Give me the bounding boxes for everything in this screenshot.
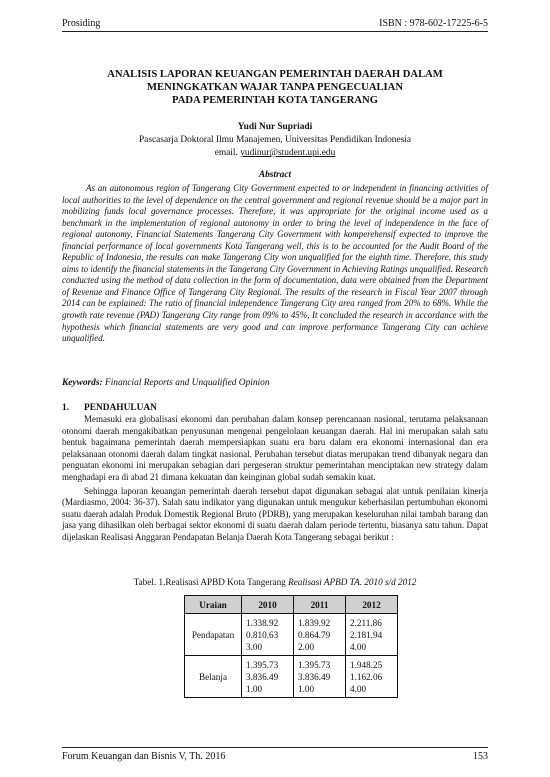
cell-pendapatan-2012: [346, 614, 398, 656]
paper-title: [62, 68, 488, 107]
cell-line: 0.810.63: [246, 630, 279, 640]
section-body: [62, 414, 488, 546]
keywords-text: Financial Reports and Unqualified Opinion: [104, 378, 270, 388]
table-header-row: [185, 596, 398, 614]
footer-divider: [62, 747, 488, 748]
author-name: Yudi Nur Supriadi: [237, 122, 313, 132]
table-caption-prefix: Tabel. 1.Realisasi APBD Kota Tangerang: [133, 577, 286, 587]
header-year-2012: 2012: [346, 596, 398, 614]
abstract-heading: Abstract: [258, 170, 292, 180]
cell-line: 0.864.79: [298, 630, 331, 640]
row-label-belanja: Belanja: [185, 656, 242, 698]
section-heading: [62, 403, 157, 413]
author-block: [62, 121, 488, 160]
cell-line: 2.181.94: [350, 630, 383, 640]
header-isbn: ISBN : 978-602-17225-6-5: [379, 18, 488, 29]
cell-line: 1.839.92: [298, 618, 331, 628]
cell-pendapatan-2011: [294, 614, 346, 656]
row-label-pendapatan: Pendapatan: [185, 614, 242, 656]
cell-line: 1.395.73: [246, 660, 279, 670]
header-uraian: Uraian: [185, 596, 242, 614]
cell-belanja-2010: [242, 656, 294, 698]
cell-line: 1.00: [246, 684, 263, 694]
title-line-2: MENINGKATKAN WAJAR TANPA PENGECUALIAN: [147, 82, 403, 93]
table-row-belanja: [185, 656, 398, 698]
keywords-label: Keywords:: [62, 378, 103, 388]
cell-line: 2.00: [298, 642, 315, 652]
keywords-line: [62, 378, 488, 388]
paragraph-1: Memasuki era globalisasi ekonomi dan perubahan dalam konsep perencanaan nasional, terutama pelaksanaan otonomi daerah mengakibatkan penyusunan mengenai pengelolaan keuangan daerah. Hal ini merupakan salah satu bentuk bagaimana pemerintah daerah mempersiapkan suatu era baru dalam era ekonomi internasional dan era pelaksanaan otonomi daerah dalam tingkat nasional. Perubahan tersebut diatas merupakan trend dibanyak negara dan penguatan ekonomi ini merupakan sebagian dari pergeseran struktur pemerintahan menciptakan new strategy dalam menghadapi era di abad 21 dimana kekuatan dan keinginan global sudah semakin kuat.: [62, 414, 488, 482]
cell-line: 3.836.49: [298, 672, 331, 682]
cell-belanja-2011: [294, 656, 346, 698]
table-caption-italic: Realisasi APBD TA. 2010 s/d 2012: [288, 577, 417, 587]
apbd-table: [184, 595, 398, 698]
section-number: 1.: [62, 403, 70, 413]
header-year-2010: 2010: [242, 596, 294, 614]
table-caption: [62, 577, 488, 587]
cell-line: 1.00: [298, 684, 315, 694]
abstract-body: [62, 183, 488, 345]
cell-line: 2.211.86: [350, 618, 382, 628]
author-email-link[interactable]: yudinur@student.upi.edu: [240, 148, 336, 158]
table-row-pendapatan: [185, 614, 398, 656]
cell-line: 1.948.25: [350, 660, 383, 670]
header-divider: [62, 31, 488, 32]
cell-line: 1.395.73: [298, 660, 331, 670]
author-email-label: email.: [214, 148, 238, 158]
cell-belanja-2012: [346, 656, 398, 698]
cell-line: 3.00: [246, 642, 263, 652]
cell-line: 4.00: [350, 642, 367, 652]
author-affiliation: Pascasarja Doktoral Ilmu Manajemen, Universitas Pendidikan Indonesia: [138, 135, 412, 145]
footer-journal-name: Forum Keuangan dan Bisnis V, Th. 2016: [62, 751, 226, 762]
author-email-line: [62, 147, 488, 160]
cell-line: 1.338.92: [246, 618, 279, 628]
header-year-2011: 2011: [294, 596, 346, 614]
section-title: PENDAHULUAN: [84, 403, 157, 413]
header-proceedings-label: Prosiding: [62, 18, 101, 29]
footer-page-number: 153: [473, 751, 488, 762]
cell-pendapatan-2010: [242, 614, 294, 656]
cell-line: 1.162.06: [350, 672, 383, 682]
cell-line: 3.836.49: [246, 672, 279, 682]
title-line-1: ANALISIS LAPORAN KEUANGAN PEMERINTAH DAERAH DALAM: [107, 69, 443, 80]
cell-line: 4.00: [350, 684, 367, 694]
paragraph-2: Sehingga laporan keuangan pemerintah daerah tersebut dapat digunakan sebagai alat untuk penilaian kinerja (Mardiasmo, 2004: 36-37). Salah satu indikator yang digunakan untuk mengukur keberhasilan pertumbuhan ekonomi suatu daerah adalah Produk Domestik Regional Bruto (PDRB), yang merupakan keseluruhan nilai tambah barang dan jasa yang dihasilkan oleh berbagai sektor ekonomi di suatu daerah dalam periode tertentu, biasanya satu tahun. Dapat dijelaskan Realisasi Anggaran Pendapatan Belanja Daerah Kota Tangerang sebagai berikut :: [62, 485, 488, 542]
title-line-3: PADA PEMERINTAH KOTA TANGERANG: [172, 95, 378, 106]
abstract-text: As an autonomous region of Tangerang City Government expected to or independent in financing activities of local authorities to the level of dependence on the central government and regional revenue should be a major part in mobilizing funds local governance processes. Therefore, it was appropriate for the original income used as a benchmark in the implementation of regional autonomy in order to bring the level of independence in the face of regional autonomy, Financial Statements Tangerang City Government with komperehensif expected to improve the financial performance of local governments Kota Tangerang well, this is to be accounted for the Audit Board of the Republic of Indonesia, the results can make Tangerang City won unqualified for the eighth time. Therefore, this study aims to identify the financial statements in the Tangerang City Government in Achieving Ratings unqualified. Research conducted using the method of data collection in the form of documentation, data were obtained from the Department of Revenue and Finance Office of Tangerang City Regional. The results of the research in Fiscal Year 2007 through 2014 can be explained: The ratio of financial independence Tangerang City area ranged from 20% to 68%. While the growth rate revenue (PAD) Tangerang City range from 09% to 45%, It concluded the research in accordance with the hypothesis which financial statements are very good and can improve performance Tangerang City can achieve unqualified.: [62, 183, 488, 344]
